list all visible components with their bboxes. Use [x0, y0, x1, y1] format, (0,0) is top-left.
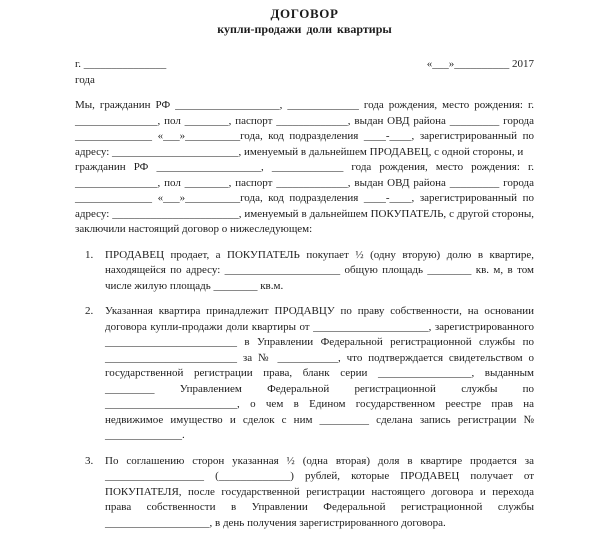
- clauses-list: [85, 248, 534, 532]
- clause-text: ПРОДАВЕЦ продает, а ПОКУПАТЕЛЬ покупает ½ (одну вторую) долю в квартире, находящейся по адресу: _____________________ общую площадь ________ кв. м, в том числе жилую площадь ________ кв.м.: [105, 248, 534, 292]
- clause-item-3: [85, 454, 534, 532]
- clause-number: 2.: [85, 305, 94, 317]
- place-blank: г. _______________: [75, 58, 167, 70]
- date-blank: «___»__________ 2017: [426, 58, 534, 70]
- document-title: ДОГОВОР: [270, 6, 339, 21]
- document-subtitle: купли-продажи доли квартиры: [217, 22, 392, 36]
- parties-paragraph: [75, 98, 534, 238]
- year-word: года: [75, 73, 95, 86]
- clause-number: 1.: [85, 248, 94, 261]
- clause-number: 3.: [85, 454, 94, 467]
- place-date-row: [75, 57, 534, 73]
- buyer-party-text: гражданин РФ ___________________, _____________ года рождения, место рождения: г. _______________, пол ________, паспорт _____________, выдан ОВД района _________ города ______________ «___»__________года, код подразделения ____-____, зарегистрированный по адресу: _______________________, именуемый в дальнейшем ПОКУПАТЕЛЬ, с другой стороны, заключили настоящий договор о нижеследующем:: [75, 161, 534, 235]
- clause-text: Указанная квартира принадлежит ПРОДАВЦУ по праву собственности, на основании договора купли-продажи доли квартиры от _____________________, зарегистрированного ________________________ в Управлении Федеральной регистрационной службы по ________________________ за № ___________, что подтверждается свидетельством о государственной регистрации права, бланк серии _________________, выданным _________ Управлением Федеральной регистрационной службы по ________________________, о чем в Едином государственном реестре прав на недвижимое имущество и сделок с ним _________ сделана запись регистрации № ______________.: [105, 305, 534, 441]
- clause-text: По соглашению сторон указанная ½ (одна вторая) доля в квартире продается за __________________ (_____________) рублей, которые ПРОДАВЕЦ получает от ПОКУПАТЕЛЯ, после государственной регистрации настоящего договора и перехода права собственности в Управлении Федеральной регистрационной службы ___________________, в день получения зарегистрированного договора.: [105, 454, 534, 529]
- clause-item-2: [85, 304, 534, 444]
- seller-party-text: Мы, гражданин РФ ___________________, _____________ года рождения, место рождения: г. _______________, пол ________, паспорт _____________, выдан ОВД района _________ города ______________ «___»__________года, код подразделения ____-____, зарегистрированный по адресу: _______________________, именуемый в дальнейшем ПРОДАВЕЦ, с одной стороны, и: [75, 99, 534, 158]
- clause-item-1: [85, 248, 534, 295]
